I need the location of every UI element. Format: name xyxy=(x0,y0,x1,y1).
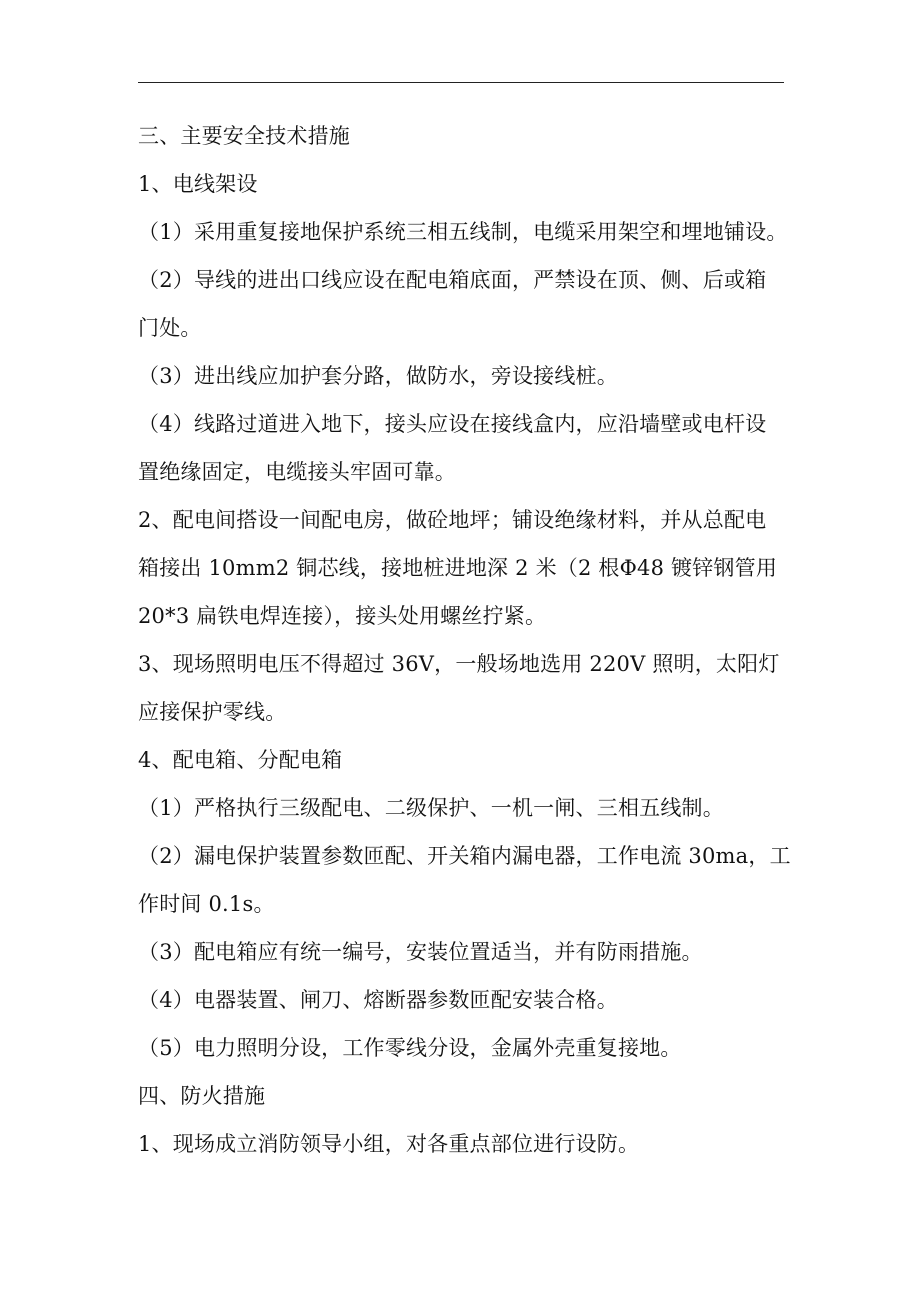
paragraph-line: 2、配电间搭设一间配电房，做砼地坪；铺设绝缘材料，并从总配电 xyxy=(138,508,767,532)
header-rule xyxy=(138,82,784,83)
paragraph-line: （5）电力照明分设，工作零线分设，金属外壳重复接地。 xyxy=(138,1036,682,1060)
paragraph-line: 应接保护零线。 xyxy=(138,700,287,724)
paragraph-line: 3、现场照明电压不得超过 36V，一般场地选用 220V 照明，太阳灯 xyxy=(138,652,780,676)
paragraph-line: 20*3 扁铁电焊连接），接头处用螺丝拧紧。 xyxy=(138,604,547,628)
paragraph-line: （3）配电箱应有统一编号，安装位置适当，并有防雨措施。 xyxy=(138,940,703,964)
subsection-heading-distribution-box: 4、配电箱、分配电箱 xyxy=(138,748,343,772)
paragraph-line: （2）漏电保护装置参数匝配、开关箱内漏电器，工作电流 30ma，工 xyxy=(138,844,791,868)
paragraph-line: 箱接出 10mm2 铜芯线，接地桩进地深 2 米（2 根Φ48 镀锌钢管用 xyxy=(138,556,778,580)
paragraph-line: 置绝缘固定，电缆接头牢固可靠。 xyxy=(138,460,456,484)
paragraph-line: （1）严格执行三级配电、二级保护、一机一闸、三相五线制。 xyxy=(138,796,724,820)
paragraph-line: （1）采用重复接地保护系统三相五线制，电缆采用架空和埋地铺设。 xyxy=(138,220,788,244)
paragraph-line: （4）电器装置、闸刀、熔断器参数匝配安装合格。 xyxy=(138,988,618,1012)
paragraph-line: 作时间 0.1s。 xyxy=(138,892,275,916)
document-body xyxy=(138,112,791,1168)
paragraph-line: （2）导线的进出口线应设在配电箱底面，严禁设在顶、侧、后或箱 xyxy=(138,268,767,292)
section-heading-3: 三、主要安全技术措施 xyxy=(138,124,350,148)
paragraph-line: 门处。 xyxy=(138,316,202,340)
subsection-heading-wiring: 1、电线架设 xyxy=(138,172,258,196)
paragraph-line: （3）进出线应加护套分路，做防水，旁设接线桩。 xyxy=(138,364,618,388)
section-heading-4: 四、防火措施 xyxy=(138,1084,266,1108)
paragraph-line: （4）线路过道进入地下，接头应设在接线盒内，应沿墙壁或电杆设 xyxy=(138,412,767,436)
paragraph-line: 1、现场成立消防领导小组，对各重点部位进行设防。 xyxy=(138,1132,640,1156)
